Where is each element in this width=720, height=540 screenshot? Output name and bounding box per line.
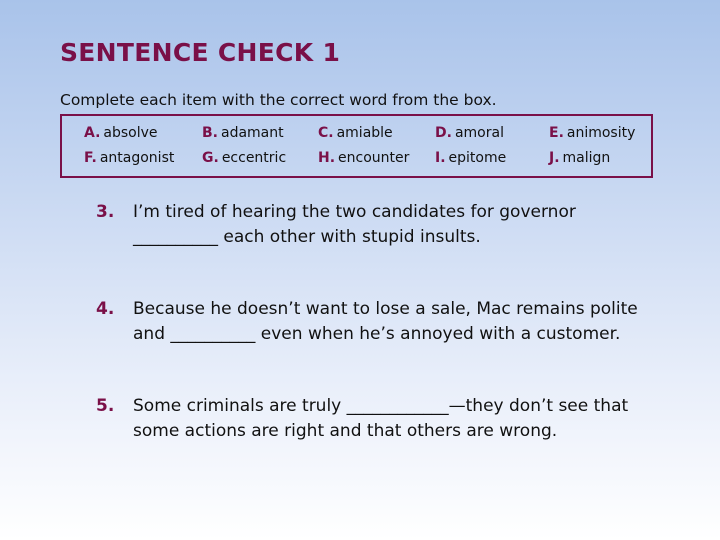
item-line-1: Some criminals are truly ____________—they don’t see that (133, 396, 629, 416)
word-text: eccentric (221, 150, 287, 166)
word-option-e (549, 125, 635, 141)
sentence-item-3 (96, 200, 696, 250)
sentence-item-4 (96, 297, 696, 347)
item-line-2: and __________ even when he’s annoyed with a customer. (133, 324, 621, 344)
word-letter: H. (318, 150, 336, 166)
word-letter: F. (84, 150, 97, 166)
item-number: 4. (96, 299, 115, 319)
word-text: malign (562, 150, 611, 166)
instruction-text: Complete each item with the correct word from the box. (60, 91, 497, 109)
word-letter: E. (549, 125, 564, 141)
word-option-h (318, 150, 409, 166)
word-text: encounter (338, 150, 410, 166)
word-option-j (549, 150, 610, 166)
word-letter: C. (318, 125, 334, 141)
word-option-d (435, 125, 504, 141)
word-letter: A. (84, 125, 101, 141)
item-line-1: I’m tired of hearing the two candidates for governor (133, 202, 576, 222)
word-text: animosity (566, 125, 636, 141)
word-text: absolve (103, 125, 158, 141)
word-letter: I. (435, 150, 446, 166)
word-option-f (84, 150, 174, 166)
word-letter: D. (435, 125, 452, 141)
word-text: antagonist (99, 150, 175, 166)
word-text: amoral (454, 125, 504, 141)
sentence-item-5 (96, 394, 696, 444)
word-option-i (435, 150, 506, 166)
item-line-2: some actions are right and that others are wrong. (133, 421, 558, 441)
item-number: 5. (96, 396, 115, 416)
item-line-1: Because he doesn’t want to lose a sale, Mac remains polite (133, 299, 638, 319)
word-text: epitome (448, 150, 507, 166)
word-text: adamant (221, 125, 284, 141)
word-text: amiable (336, 125, 393, 141)
word-option-b (202, 125, 284, 141)
word-letter: J. (549, 150, 560, 166)
word-option-c (318, 125, 393, 141)
word-option-a (84, 125, 158, 141)
word-option-g (202, 150, 286, 166)
item-line-2: __________ each other with stupid insults. (133, 227, 481, 247)
page-title: SENTENCE CHECK 1 (60, 38, 341, 67)
word-letter: G. (202, 150, 219, 166)
word-box (60, 114, 653, 178)
word-letter: B. (202, 125, 218, 141)
item-number: 3. (96, 202, 115, 222)
